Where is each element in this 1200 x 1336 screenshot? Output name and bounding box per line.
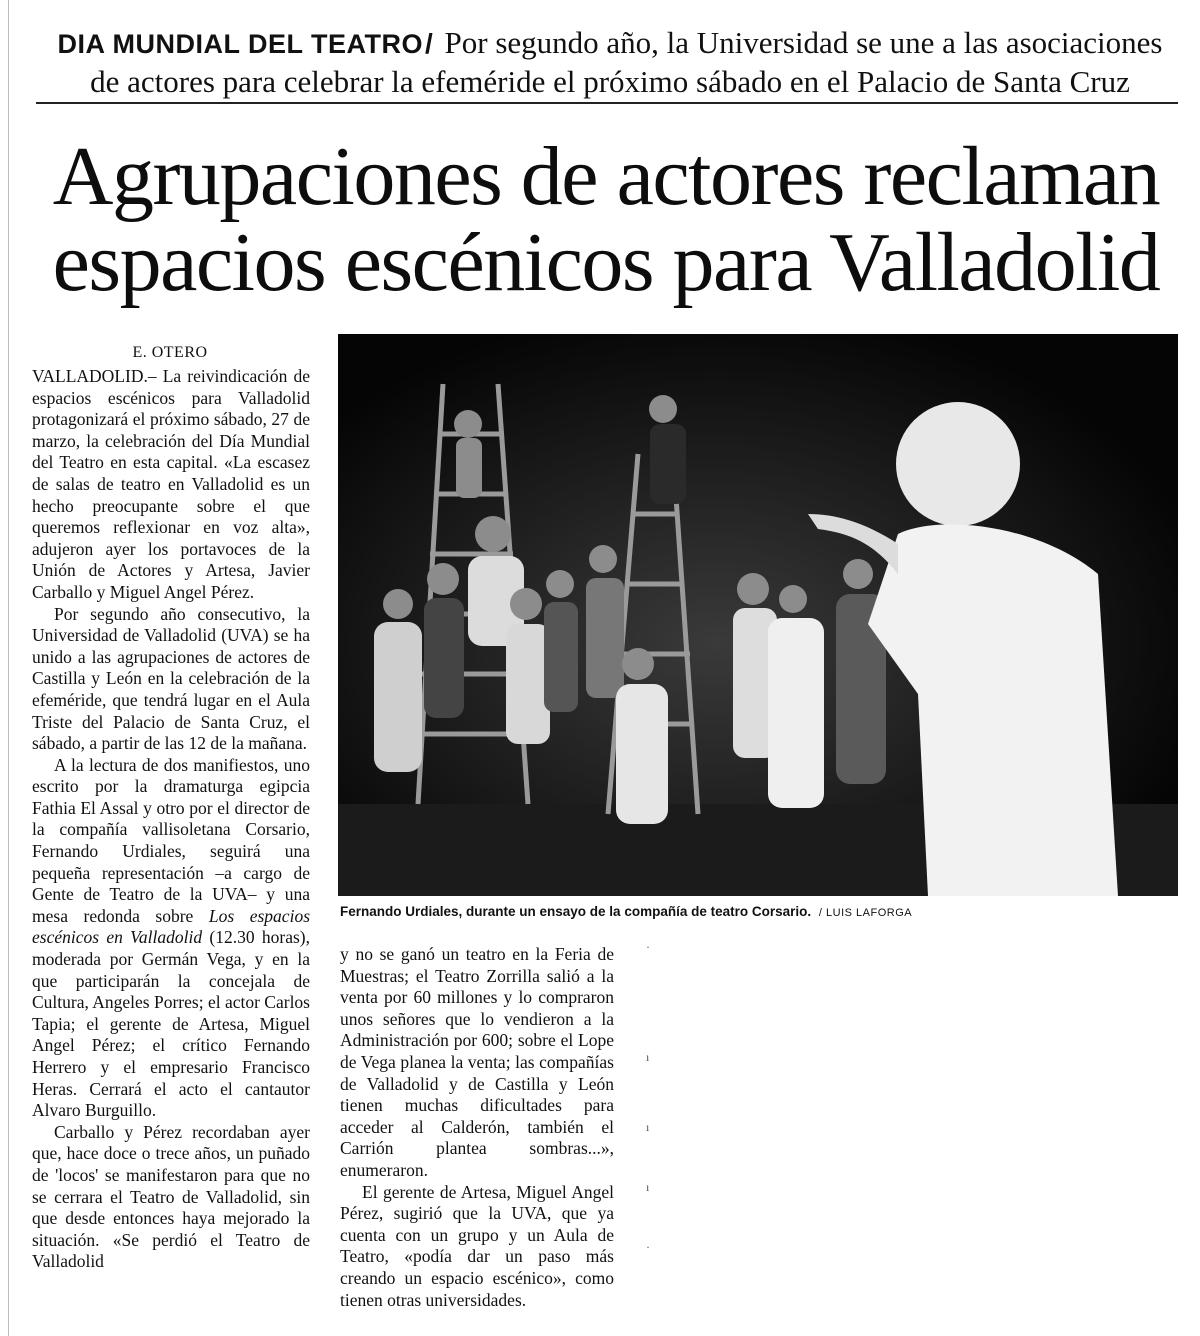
paragraph-1: VALLADOLID.– La reivindicación de espacios escénicos para Valladolid protagonizará el próximo sábado, 27 de marzo, la celebración del Día Mundial del Teatro en esta capital. «La escasez de salas de teatro en Valladolid es un hecho preocupante sobre el que queremos reflexionar en voz alta», adujeron ayer los portavoces de la Unión de Actores y Artesa, Javier Carballo y Miguel Angel Pérez. (32, 366, 310, 602)
paragraph-3-title: Los espacios escénicos en Valladolid (32, 905, 311, 948)
article-column-1 (32, 366, 310, 1273)
kicker-rule (36, 102, 1178, 104)
paragraph-3-end: (12.30 horas), moderada por Germán Vega, y en la que participarán la concejala de Cultura, Angeles Porres; el actor Carlos Tapia; el gerente de Artesa, Miguel Angel Pérez; el crítico Fernando Herrero y el empresario Francisco Heras. Cerrará el acto el cantautor Alvaro Burguillo. (32, 927, 310, 1121)
article-column-2 (340, 944, 614, 1311)
paragraph-2: Por segundo año consecutivo, la Universidad de Valladolid (UVA) se ha unido a las agrupaciones de actores de Castilla y León en la celebración de la efeméride, que tendrá lugar en el Aula Triste del Palacio de Santa Cruz, el sábado, a partir de las 12 de la mañana. (32, 603, 310, 754)
stage-photo (338, 334, 1178, 896)
kicker-separator: / (425, 28, 433, 59)
scan-edge-marks: · ı ı ı · (646, 940, 650, 1254)
photo-credit: / LUIS LAFORGA (818, 907, 913, 919)
headline-line-2: espacios escénicos para Valladolid (52, 216, 1160, 309)
paragraph-6: El gerente de Artesa, Miguel Angel Pérez, sugirió que la UVA, que ya cuenta con un grupo y un Aula de Teatro, «podía dar un paso más creando un espacio escénico», como tienen otras universidades. (340, 1181, 614, 1310)
caption-text: Fernando Urdiales, durante un ensayo de la compañía de teatro Corsario. (340, 904, 812, 919)
headline (26, 130, 1186, 309)
paragraph-3 (32, 755, 310, 1122)
paragraph-4: Carballo y Pérez recordaban ayer que, hace doce o trece años, un puñado de 'locos' se manifestaron para que no se cerrara el Teatro de Valladolid, sin que desde entonces haya mejorado la situación. «Se perdió el Teatro de Valladolid (32, 1121, 310, 1272)
paragraph-5: y no se ganó un teatro en la Feria de Muestras; el Teatro Zorrilla salió a la venta por 60 millones y lo compraron unos señores que lo vendieron a la Administración por 600; sobre el Lope de Vega planea la venta; las compañías de Valladolid y de Castilla y León tienen muchas dificultades para acceder al Calderón, también el Carrión plantea sombras...», enumeraron. (340, 944, 614, 1180)
byline: E. OTERO (132, 344, 208, 361)
photo-caption (340, 904, 1180, 919)
paragraph-3-start: A la lectura de dos manifiestos, uno escrito por la dramaturga egipcia Fathia El Assal y otro por el director de la compañía vallisoletana Corsario, Fernando Urdiales, seguirá una pequeña representación –a cargo de Gente de Teatro de la UVA– y una mesa redonda sobre (32, 754, 310, 926)
page-edge-line (8, 0, 9, 1336)
kicker-label: DIA MUNDIAL DEL TEATRO (57, 29, 423, 59)
headline-line-1: Agrupaciones de actores reclaman (52, 130, 1160, 223)
kicker (40, 24, 1180, 100)
kicker-text: Por segundo año, la Universidad se une a las asociaciones de actores para celebrar la efeméride el próximo sábado en el Palacio de Santa Cruz (90, 25, 1163, 99)
photo-icon (338, 334, 1178, 896)
